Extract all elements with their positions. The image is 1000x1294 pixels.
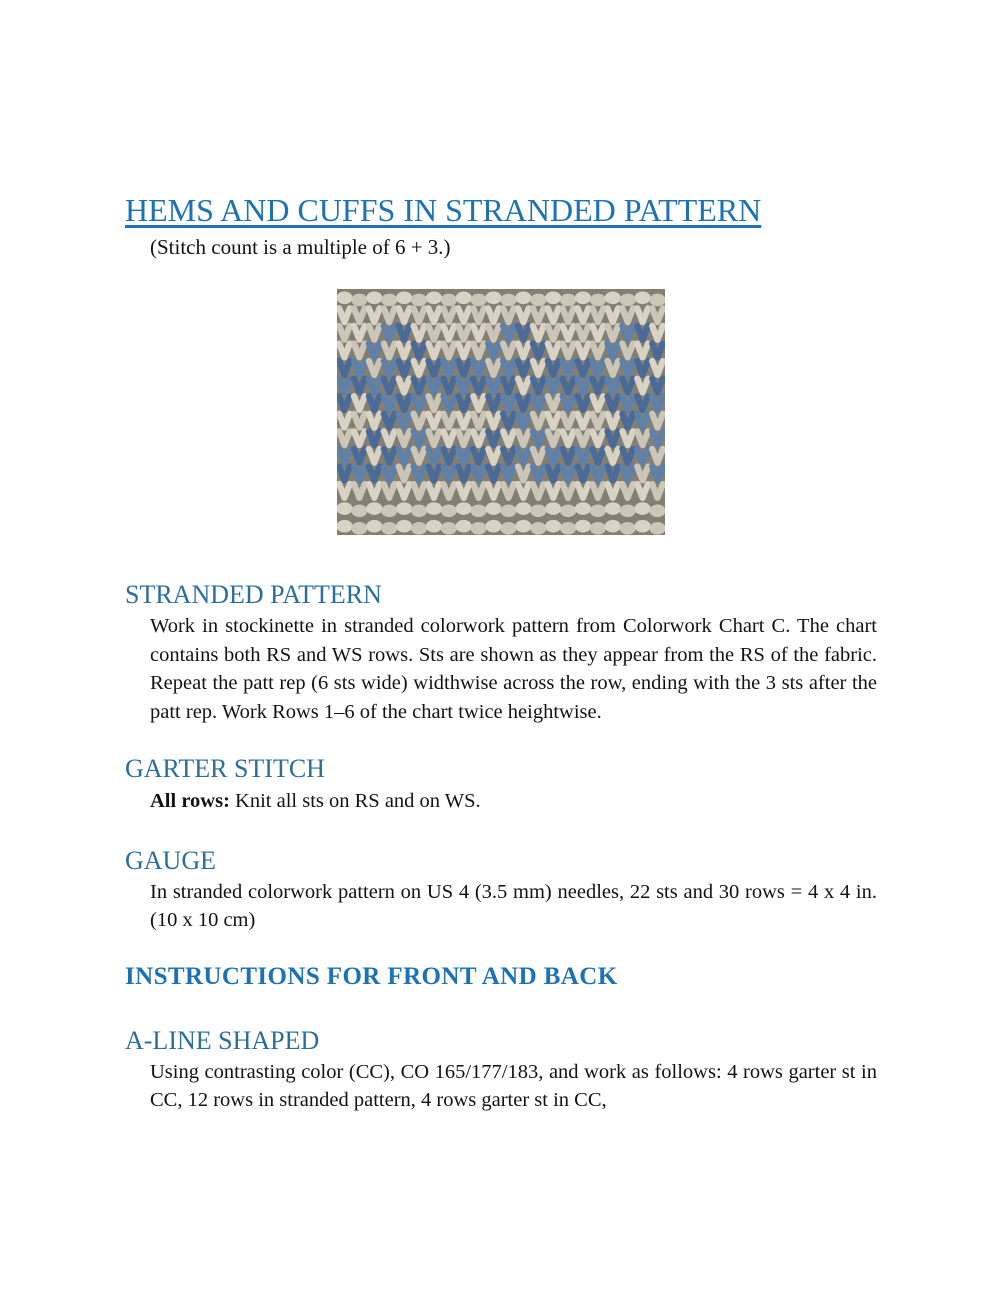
knit-swatch-image	[337, 289, 665, 535]
stranded-pattern-body: Work in stockinette in stranded colorwork pattern from Colorwork Chart C. The chart contains both RS and WS rows. Sts are shown as they appear from the RS of the fabric. Repeat the patt rep (6 sts wide) widthwise across the row, ending with the 3 sts after the patt rep. Work Rows 1–6 of the chart twice heightwise.	[150, 615, 877, 723]
garter-stitch-lead: All rows:	[150, 790, 230, 812]
stitch-count-note: (Stitch count is a multiple of 6 + 3.)	[150, 235, 451, 259]
garter-stitch-body	[150, 787, 877, 816]
section-heading-gauge: GAUGE	[125, 845, 216, 875]
page-title: HEMS AND CUFFS IN STRANDED PATTERN	[125, 192, 762, 228]
section-heading-instructions-front-back: INSTRUCTIONS FOR FRONT AND BACK	[125, 962, 618, 990]
gauge-body: In stranded colorwork pattern on US 4 (3.5 mm) needles, 22 sts and 30 rows = 4 x 4 in. (10 x 10 cm)	[150, 880, 877, 931]
a-line-shaped-body: Using contrasting color (CC), CO 165/177/183, and work as follows: 4 rows garter st in CC, 12 rows in stranded pattern, 4 rows garter st in CC,	[150, 1060, 877, 1111]
section-heading-a-line-shaped: A-LINE SHAPED	[125, 1025, 320, 1055]
section-heading-stranded-pattern: STRANDED PATTERN	[125, 580, 382, 609]
garter-stitch-text: Knit all sts on RS and on WS.	[229, 790, 481, 812]
section-heading-garter-stitch: GARTER STITCH	[125, 754, 325, 783]
